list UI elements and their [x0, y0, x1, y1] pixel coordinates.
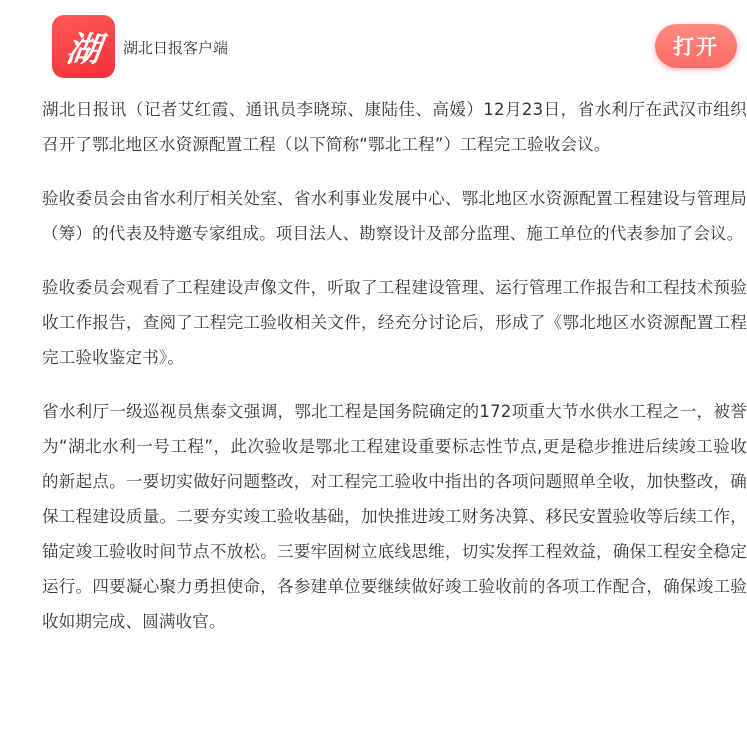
- open-app-button[interactable]: 打开: [655, 24, 737, 68]
- app-logo-text: 湖: [63, 30, 103, 70]
- article-body: [42, 92, 747, 658]
- article-paragraph: 湖北日报讯（记者艾红霞、通讯员李晓琼、康陆佳、高媛）12月23日，省水利厅在武汉市组织召开了鄂北地区水资源配置工程（以下简称“鄂北工程”）工程完工验收会议。: [42, 100, 747, 154]
- app-logo[interactable]: [52, 15, 115, 78]
- article-paragraph: 省水利厅一级巡视员焦泰文强调，鄂北工程是国务院确定的172项重大节水供水工程之一，被誉为“湖北水利一号工程”，此次验收是鄂北工程建设重要标志性节点,更是稳步推进后续竣工验收的新起点。一要切实做好问题整改，对工程完工验收中指出的各项问题照单全收，加快整改，确保工程建设质量。二要夯实竣工验收基础，加快推进竣工财务决算、移民安置验收等后续工作，锚定竣工验收时间节点不放松。三要牢固树立底线思维，切实发挥工程效益，确保工程安全稳定运行。四要凝心聚力勇担使命，各参建单位要继续做好竣工验收前的各项工作配合，确保竣工验收如期完成、圆满收官。: [42, 402, 747, 631]
- app-download-banner: [0, 0, 747, 92]
- app-name: 湖北日报客户端: [123, 39, 229, 57]
- article-paragraph: 验收委员会观看了工程建设声像文件，听取了工程建设管理、运行管理工作报告和工程技术预验收工作报告，查阅了工程完工验收相关文件，经充分讨论后，形成了《鄂北地区水资源配置工程完工验收鉴定书》。: [42, 278, 747, 367]
- article-paragraph: 验收委员会由省水利厅相关处室、省水利事业发展中心、鄂北地区水资源配置工程建设与管理局（筹）的代表及特邀专家组成。项目法人、勘察设计及部分监理、施工单位的代表参加了会议。: [42, 189, 747, 243]
